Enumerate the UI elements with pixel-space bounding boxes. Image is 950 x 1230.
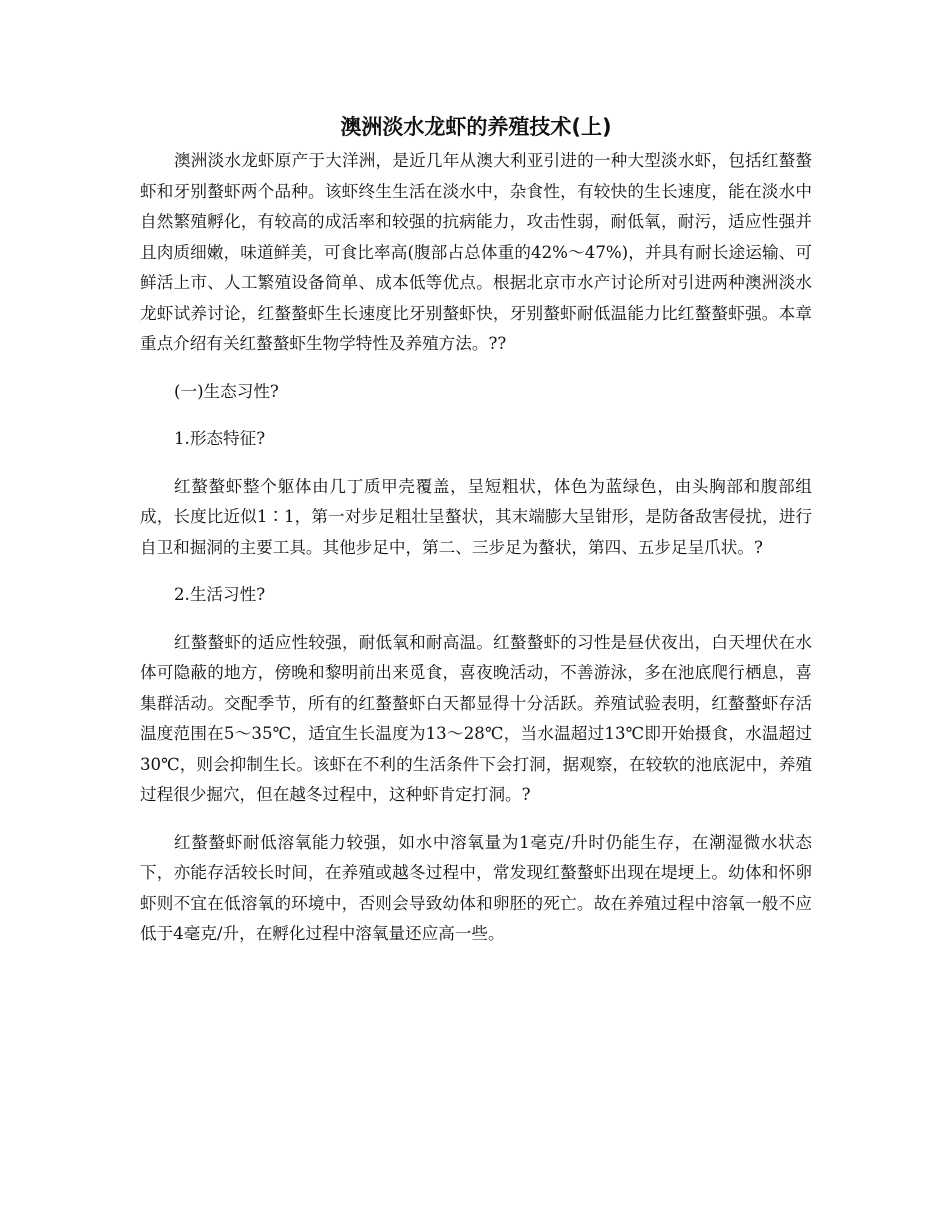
subsection-heading-morphology: 1.形态特征? bbox=[174, 429, 266, 448]
oxygen-paragraph: 红螯螯虾耐低溶氧能力较强，如水中溶氧量为1毫克/升时仍能生存，在潮湿微水状态下，亦能存活较长时间，在养殖或越冬过程中，常发现红螯螯虾出现在堤埂上。幼体和怀卵虾则不宜在低溶氧的环境中，否则会导致幼体和卵胚的死亡。故在养殖过程中溶氧一般不应低于4毫克/升，在孵化过程中溶氧量还应高一些。 bbox=[140, 832, 812, 943]
morphology-paragraph: 红螯螯虾整个躯体由几丁质甲壳覆盖，呈短粗状，体色为蓝绿色，由头胸部和腹部组成，长度比近似1∶1，第一对步足粗壮呈螯状，其末端膨大呈钳形，是防备敌害侵扰，进行自卫和掘洞的主要工具。其他步足中，第二、三步足为螯状，第四、五步足呈爪状。? bbox=[140, 476, 812, 557]
document-title: 澳洲淡水龙虾的养殖技术(上) bbox=[340, 115, 612, 139]
subsection-heading-habits: 2.生活习性? bbox=[174, 585, 266, 604]
habits-paragraph: 红螯螯虾的适应性较强，耐低氧和耐高温。红螯螯虾的习性是昼伏夜出，白天埋伏在水体可隐蔽的地方，傍晚和黎明前出来觅食，喜夜晚活动，不善游泳，多在池底爬行栖息，喜集群活动。交配季节，所有的红螯螯虾白天都显得十分活跃。养殖试验表明，红螯螯虾存活温度范围在5～35℃，适宜生长温度为13～28℃，当水温超过13℃即开始摄食，水温超过30℃，则会抑制生长。该虾在不利的生活条件下会打洞，据观察，在较软的池底泥中，养殖过程很少掘穴，但在越冬过程中，这种虾肯定打洞。? bbox=[140, 632, 812, 804]
document-page bbox=[140, 112, 812, 967]
section-heading-ecology: (一)生态习性? bbox=[174, 381, 279, 401]
intro-paragraph: 澳洲淡水龙虾原产于大洋洲，是近几年从澳大利亚引进的一种大型淡水虾，包括红螯螯虾和牙别螯虾两个品种。该虾终生生活在淡水中，杂食性，有较快的生长速度，能在淡水中自然繁殖孵化，有较高的成活率和较强的抗病能力，攻击性弱，耐低氧，耐污，适应性强并且肉质细嫩，味道鲜美，可食比率高(腹部占总体重的42%～47%)，并具有耐长途运输、可鲜活上市、人工繁殖设备简单、成本低等优点。根据北京市水产讨论所对引进两种澳洲淡水龙虾试养讨论，红螯螯虾生长速度比牙别螯虾快，牙别螯虾耐低温能力比红螯螯虾强。本章重点介绍有关红螯螯虾生物学特性及养殖方法。?? bbox=[140, 151, 812, 353]
